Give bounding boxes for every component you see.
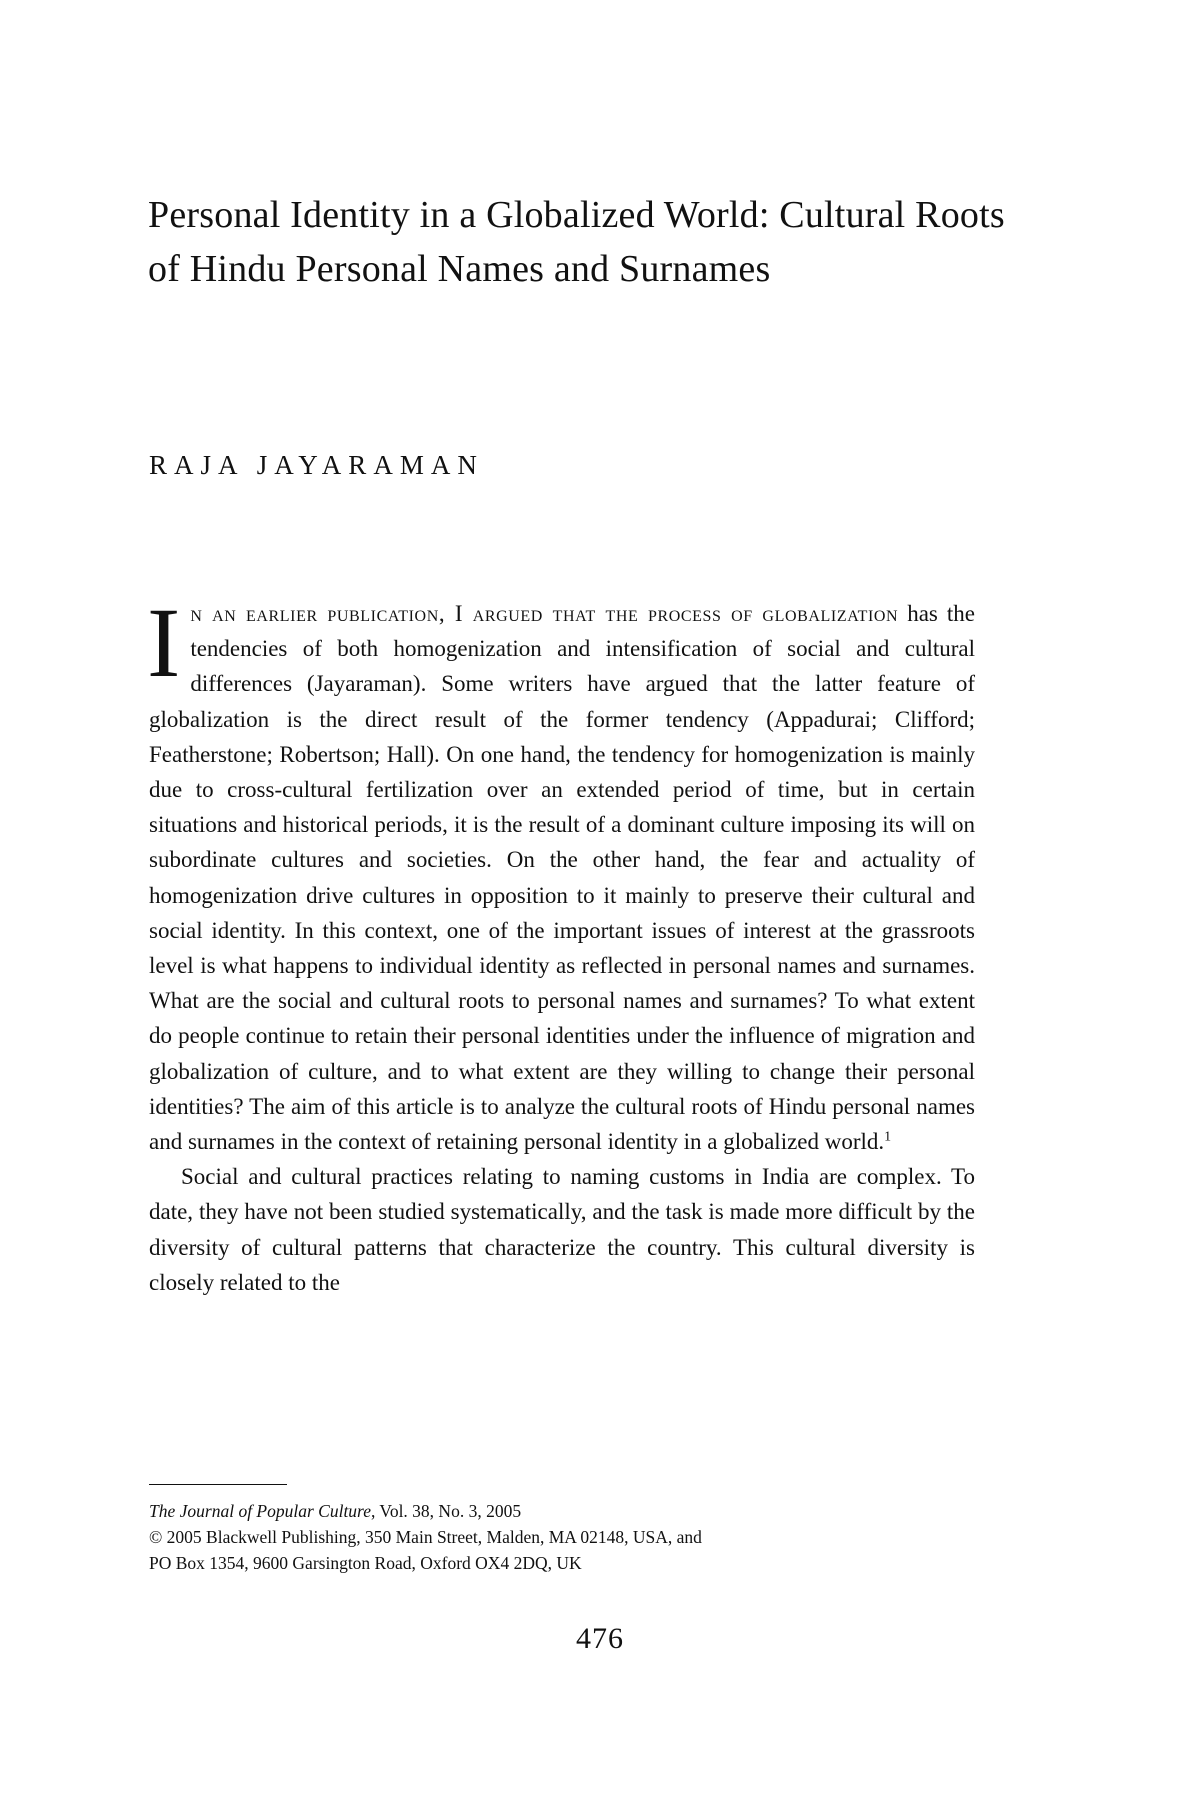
journal-citation bbox=[149, 1498, 979, 1524]
copyright-line-2: PO Box 1354, 9600 Garsington Road, Oxford OX4 2DQ, UK bbox=[149, 1553, 582, 1573]
page-number: 476 bbox=[576, 1622, 624, 1655]
footnote-divider bbox=[149, 1484, 287, 1485]
paragraph-2: Social and cultural practices relating to naming customs in India are complex. To date, they have not been studied systematically, and the task is made more difficult by the diversity of cultural patterns that characterize the country. This cultural diversity is closely related to the bbox=[149, 1164, 975, 1295]
opening-small-caps: n an earlier publication, I argued that the process of globalization bbox=[190, 601, 899, 626]
paragraph-1 bbox=[147, 587, 975, 1159]
journal-name: The Journal of Popular Culture bbox=[149, 1501, 371, 1521]
footnote-marker: 1 bbox=[884, 1129, 892, 1145]
copyright-line-1: © 2005 Blackwell Publishing, 350 Main Street, Malden, MA 02148, USA, and bbox=[149, 1527, 702, 1547]
drop-cap: I bbox=[147, 587, 181, 698]
publication-footer bbox=[149, 1498, 979, 1576]
article-body bbox=[147, 587, 975, 1300]
article-author: RAJA JAYARAMAN bbox=[149, 450, 484, 480]
volume-issue: , Vol. 38, No. 3, 2005 bbox=[371, 1501, 522, 1521]
article-title: Personal Identity in a Globalized World: Cultural Roots of Hindu Personal Names and Surnames bbox=[148, 194, 1005, 290]
paragraph-1-text: has the tendencies of both homogenization and intensification of social and cultural differences (Jayaraman). Some writers have argued that the latter feature of globalization is the direct result of the former tendency (Appadurai; Clifford; Featherstone; Robertson; Hall). On one hand, the tendency for homogenization is mainly due to cross-cultural fertilization over an extended period of time, but in certain situations and historical periods, it is the result of a dominant culture imposing its will on subordinate cultures and societies. On the other hand, the fear and actuality of homogenization drive cultures in opposition to it mainly to preserve their cultural and social identity. In this context, one of the important issues of interest at the grassroots level is what happens to individual identity as reflected in personal names and surnames. What are the social and cultural roots to personal names and surnames? To what extent do people continue to retain their personal identities under the influence of migration and globalization of culture, and to what extent are they willing to change their personal identities? The aim of this article is to analyze the cultural roots of Hindu personal names and surnames in the context of retaining personal identity in a globalized world. bbox=[149, 601, 975, 1155]
